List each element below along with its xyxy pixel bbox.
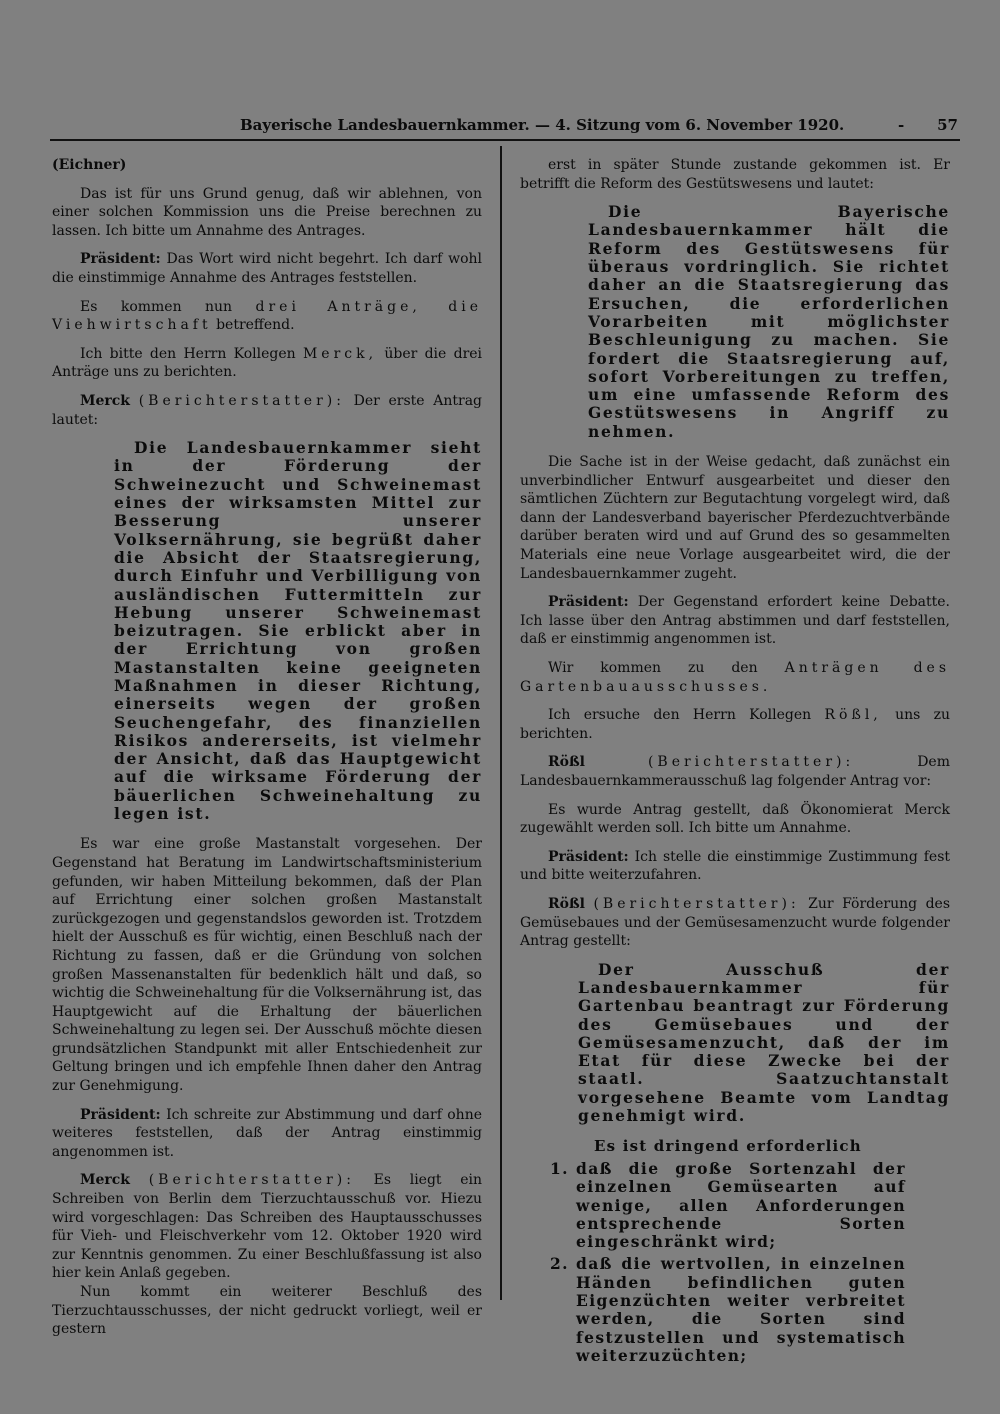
emphasis: Rößl,: [824, 707, 882, 724]
page-header: [50, 114, 960, 138]
paragraph: Präsident: Das Wort wird nicht begehrt. Ich darf wohl die einstimmige Annahme des Antrages feststellen.: [52, 251, 483, 286]
speaker-name: Präsident:: [80, 251, 161, 268]
paragraph: erst in später Stunde zustande gekommen ist. Er betrifft die Reform des Gestütswesens und lautet:: [520, 157, 950, 192]
speaker-role: (Berichterstatter):: [647, 754, 855, 771]
list-text: daß die große Sortenzahl der einzelnen Gemüsearten auf wenige, allen Anforderungen entsprechende Sorten eingeschränkt wird;: [576, 1158, 906, 1252]
paragraph: Wir kommen zu den Anträgen des Gartenbauausschusses.: [520, 659, 951, 695]
speaker-name: Präsident:: [548, 848, 629, 865]
paragraph: Präsident: Ich schreite zur Abstimmung und darf ohne weiteres feststellen, daß der Antrag einstimmig angenommen ist.: [52, 1106, 482, 1160]
emphasis: drei Anträge, die Viehwirtschaft: [52, 298, 483, 334]
motion-quote: Der Ausschuß der Landesbauernkammer für Gartenbau beantragt zur Förderung des Gemüsebaues und der Gemüsesamenzucht, daß der im Etat für diese Zwecke bei der staatl. Saatzuchtanstalt vorgesehene Beamte vom Landtag genehmigt wird.: [578, 959, 950, 1126]
speaker-name: Präsident:: [548, 594, 629, 611]
speaker-name: Merck: [80, 1172, 131, 1189]
paragraph: Das ist für uns Grund genug, daß wir ablehnen, von einer solchen Kommission uns die Preise berechnen zu lassen. Ich bitte um Annahme des Antrages.: [52, 185, 482, 239]
header-dash: -: [898, 116, 905, 134]
header-rule: [50, 139, 960, 141]
running-title: Bayerische Landesbauernkammer. — 4. Sitzung vom 6. November 1920.: [240, 116, 845, 134]
paragraph: Die Sache ist in der Weise gedacht, daß zunächst ein unverbindlicher Entwurf ausgearbeitet und dieser den sämtlichen Züchtern zur Begutachtung vorgelegt wird, daß dann der Landesverband bayerischer Pferdezuchtverbände darüber beraten wird und auf Grund des so gesammelten Materials eine neue Vorlage ausgearbeitet wird, die der Landesbauernkammer zugeht.: [520, 454, 950, 582]
emphasis: Anträgen des Gartenbauausschusses.: [520, 659, 951, 695]
speaker-name: Rößl: [548, 895, 585, 912]
speaker-name: Merck: [80, 392, 131, 409]
paragraph: Ich bitte den Herrn Kollegen Merck, über die drei Anträge uns zu berichten.: [52, 345, 483, 381]
emphasis: Merck,: [302, 345, 378, 362]
right-column: [520, 156, 950, 1369]
page-number: 57: [937, 116, 958, 134]
paragraph: Es war eine große Mastanstalt vorgesehen. Der Gegenstand hat Beratung im Landwirtschaftsministerium gefunden, wir haben Mitteilung bekommen, daß der Plan auf Errichtung einer solchen großen Mastanstalt zurückgezogen und gegenstandslos geworden ist. Trotzdem hielt der Ausschuß es für wichtig, einen Beschluß nach der Richtung zu fassen, daß er die Gründung von solchen großen Massenanstalten für bedenklich hält und daß, so wichtig die Schweinehaltung für die Volksernährung ist, das Hauptgewicht auf die Erhaltung der bäuerlichen Schweinehaltung zu legen sei. Der Ausschuß möchte diesen grundsätzlichen Standpunkt mit aller Entschiedenheit zur Geltung bringen und ich empfehle Ihnen daher den Antrag zur Genehmigung.: [52, 836, 482, 1095]
list-number: 1.: [550, 1158, 569, 1178]
paragraph: Ich ersuche den Herrn Kollegen Rößl, uns zu berichten.: [520, 707, 951, 742]
paragraph: Merck (Berichterstatter): Es liegt ein Schreiben von Berlin dem Tierzuchtausschuß vor. Hiezu wird vorgeschlagen: Das Schreiben des Hauptausschusses für Vieh- und Fleischverkehr vom 12. Oktober 1920 wird zur Kenntnis genommen. Zu einer Beschlußfassung ist also hier kein Anlaß gegeben.: [52, 1172, 482, 1282]
paragraph: Präsident: Ich stelle die einstimmige Zustimmung fest und bitte weiterzufahren.: [520, 848, 950, 884]
speaker-continuation: (Eichner): [52, 157, 127, 173]
motion-quote: Die Landesbauernkammer sieht in der Förderung der Schweinezucht und Schweinemast eines der wirksamsten Mittel zur Besserung unserer Volksernährung, sie begrüßt daher die Absicht der Staatsregierung, durch Einfuhr und Verbilligung von ausländischen Futtermitteln zur Hebung unserer Schweinemast beizutragen. Sie erblickt aber in der Errichtung von großen Mastanstalten keine geeigneten Maßnahmen in dieser Richtung, einerseits wegen der großen Seuchengefahr, des finanziellen Risikos andererseits, ist vielmehr der Ansicht, daß das Hauptgewicht auf die wirksame Förderung der bäuerlichen Schweinehaltung zu legen ist.: [114, 438, 482, 824]
list-text: daß die wertvollen, in einzelnen Händen befindlichen guten Eigenzüchten weiter verbreitet werden, die Sorten sind festzustellen und systematisch weiterzuzüchten;: [576, 1254, 906, 1365]
column-divider: [500, 146, 502, 1300]
paragraph: Nun kommt ein weiterer Beschluß des Tierzuchtausschusses, der nicht gedruckt vorliegt, weil er gestern: [52, 1284, 482, 1338]
speaker-role: (Berichterstatter):: [148, 1172, 355, 1189]
subheading: Es ist dringend erforderlich: [594, 1137, 862, 1156]
paragraph: Rößl (Berichterstatter): Zur Förderung des Gemüsebaues und der Gemüsesamenzucht wurde folgender Antrag gestellt:: [520, 895, 951, 950]
list-item: [550, 1160, 950, 1251]
speaker-role: (Berichterstatter):: [593, 895, 800, 912]
speaker-role: (Berichterstatter):: [138, 392, 345, 409]
paragraph: Präsident: Der Gegenstand erfordert keine Debatte. Ich lasse über den Antrag abstimmen und darf feststellen, daß er einstimmig angenommen ist.: [520, 594, 951, 648]
speaker-name: Rößl: [548, 754, 585, 771]
motion-quote: Die Bayerische Landesbauernkammer hält die Reform des Gestütswesens für überaus vordringlich. Sie richtet daher an die Staatsregierung das Ersuchen, die erforderlichen Vorarbeiten mit möglichster Beschleunigung zu machen. Sie fordert die Staatsregierung auf, sofort Vorbereitungen zu treffen, um eine umfassende Reform des Gestütswesens in Angriff zu nehmen.: [588, 202, 950, 441]
speaker-name: Präsident:: [80, 1106, 161, 1123]
paragraph: Rößl (Berichterstatter): Dem Landesbauernkammerausschuß lag folgender Antrag vor:: [520, 754, 950, 789]
paragraph: Es kommen nun drei Anträge, die Viehwirtschaft betreffend.: [52, 298, 483, 334]
left-column: [52, 156, 482, 1349]
paragraph: Merck (Berichterstatter): Der erste Antrag lautet:: [52, 392, 483, 428]
list-item: [550, 1255, 950, 1365]
list-number: 2.: [550, 1254, 569, 1274]
paragraph: Es wurde Antrag gestellt, daß Ökonomierat Merck zugewählt werden soll. Ich bitte um Annahme.: [520, 801, 950, 837]
